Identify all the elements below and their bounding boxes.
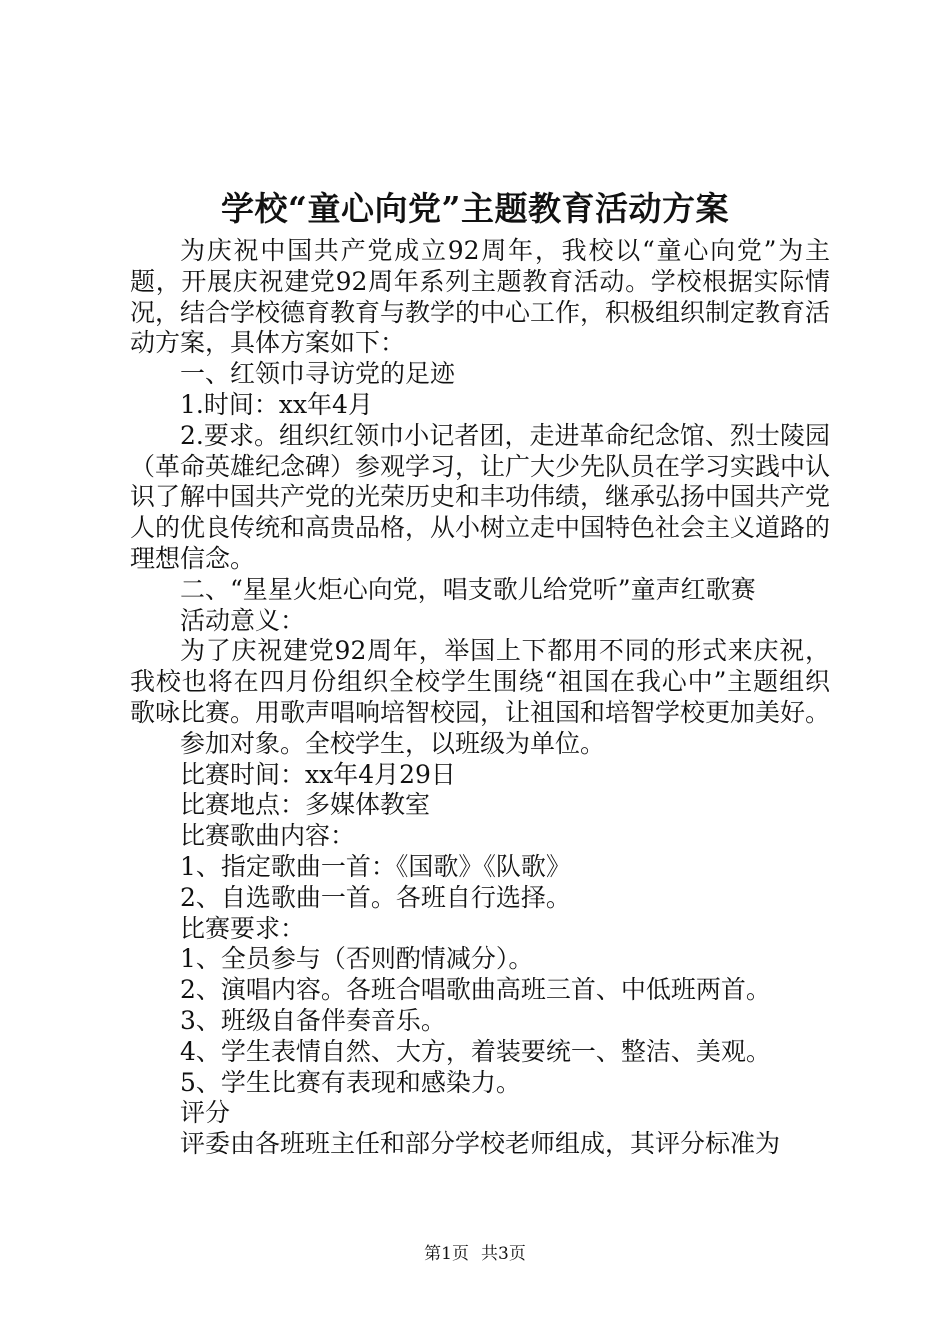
list-item: 4、学生表情自然、大方，着装要统一、整洁、美观。 [180, 1036, 771, 1066]
paragraph-song-content-label: 比赛歌曲内容： [180, 821, 356, 851]
document-body [130, 236, 830, 1160]
section-heading-1: 一、红领巾寻访党的足迹 [180, 359, 456, 389]
document-title: 学校“童心向党”主题教育活动方案 [221, 189, 729, 228]
list-item: 1、指定歌曲一首：《国歌》《队歌》 [180, 851, 571, 881]
page-total: 共3页 [481, 1244, 526, 1264]
paragraph-contest-time: 比赛时间：xx年4月29日 [180, 759, 456, 789]
paragraph-significance: 为了庆祝建党92周年，举国上下都用不同的形式来庆祝，我校也将在四月份组织全校学生围绕“祖国在我心中”主题组织歌咏比赛。用歌声唱响培智校园，让祖国和培智学校更加美好。 [130, 636, 831, 727]
list-item: 5、学生比赛有表现和感染力。 [180, 1067, 521, 1097]
section-heading-2: 二、“星星火炬心向党，唱支歌儿给党听”童声红歌赛 [180, 574, 756, 604]
paragraph-intro: 为庆祝中国共产党成立92周年，我校以“童心向党”为主题，开展庆祝建党92周年系列主题教育活动。学校根据实际情况，结合学校德育教育与教学的中心工作，积极组织制定教育活动方案，具体方案如下： [130, 236, 831, 358]
paragraph-requirement: 2.要求。组织红领巾小记者团，走进革命纪念馆、烈士陵园（革命英雄纪念碑）参观学习，让广大少先队员在学习实践中认识了解中国共产党的光荣历史和丰功伟绩，继承弘扬中国共产党人的优良传统和高贵品格，从小树立走中国特色社会主义道路的理想信念。 [130, 420, 831, 573]
paragraph-requirements-label: 比赛要求： [180, 913, 306, 943]
list-item: 1、全员参与（否则酌情减分）。 [180, 944, 534, 974]
paragraph-participants: 参加对象。全校学生，以班级为单位。 [180, 728, 606, 758]
list-item: 3、班级自备伴奏音乐。 [180, 1005, 446, 1035]
list-item: 2、演唱内容。各班合唱歌曲高班三首、中低班两首。 [180, 975, 771, 1005]
page-footer [0, 1243, 950, 1265]
paragraph-scoring-label: 评分 [180, 1098, 231, 1128]
paragraph-time: 1.时间：xx年4月 [180, 389, 373, 419]
page-number: 第1页 [424, 1244, 469, 1264]
list-item: 2、自选歌曲一首。各班自行选择。 [180, 882, 571, 912]
paragraph-contest-location: 比赛地点：多媒体教室 [180, 790, 431, 820]
paragraph-significance-label: 活动意义： [180, 605, 306, 635]
paragraph-scoring: 评委由各班班主任和部分学校老师组成，其评分标准为 [180, 1129, 781, 1159]
